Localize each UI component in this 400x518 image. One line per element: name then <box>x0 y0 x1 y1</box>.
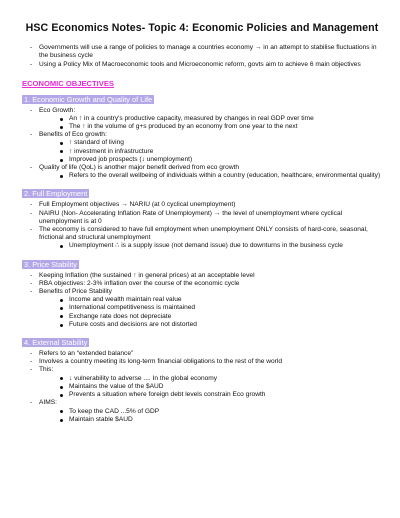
list-item <box>22 366 382 399</box>
sub-item: The ↑ in the volume of g+s produced by an economy from one year to the next <box>39 123 382 131</box>
list-item <box>22 226 382 251</box>
list-item: - NAIRU (Non- Accelerating Inflation Rate of Unemployment) → the level of unemployment where cyclical unemployment is at 0 <box>22 210 382 226</box>
section-external-stability <box>22 332 382 424</box>
sub-item: Improved job prospects (↓ unemployment) <box>39 156 382 164</box>
sub-item: Future costs and decisions are not distorted <box>39 321 382 329</box>
sub-item: Refers to the overall wellbeing of individuals within a country (education, healthcare, environmental quality) <box>39 172 382 180</box>
sub-item: Prevents a situation where foreign debt levels constrain Eco growth <box>39 391 382 399</box>
section-heading: 3. Price Stability <box>24 259 77 269</box>
sub-item: ↑ standard of living <box>39 139 382 147</box>
intro-item: - Using a Policy Mix of Macroeconomic tools and Microeconomic reform, govts aim to achieve 6 main objectives <box>22 61 382 69</box>
list-item-text: AIMS: <box>39 399 57 407</box>
sub-list <box>39 139 382 164</box>
section-heading: 4. External Stability <box>24 338 88 348</box>
sub-item: An ↑ in a country's productive capacity, measured by changes in real GDP over time <box>39 115 382 123</box>
sub-list <box>39 408 382 424</box>
section-list <box>22 272 382 329</box>
list-item <box>22 399 382 424</box>
list-item-text: Eco Growth: <box>39 106 76 114</box>
list-item <box>22 164 382 180</box>
list-item: - Full Employment objectives → NARIU (at 0 cyclical unemployment) <box>22 201 382 209</box>
sub-item: Unemployment ∴ is a supply issue (not demand issue) due to downturns in the business cycle <box>39 242 382 250</box>
sub-item: ↑ investment in infrastructure <box>39 148 382 156</box>
sub-item: ↓ vulnerability to adverse .... In the global economy <box>39 375 382 383</box>
section-full-employment <box>22 183 382 250</box>
list-item-text: Quality of life (QoL) is another major benefit derived from eco growth <box>39 164 240 172</box>
sub-item: To keep the CAD ...5% of GDP <box>39 408 382 416</box>
list-item: - Keeping Inflation (the sustained ↑ in general prices) at an acceptable level <box>22 272 382 280</box>
list-item <box>22 107 382 132</box>
page-title: HSC Economics Notes- Topic 4: Economic Policies and Management <box>25 22 379 34</box>
section-list <box>22 201 382 250</box>
sub-list <box>39 242 382 250</box>
sub-list <box>39 115 382 131</box>
sub-item: Income and wealth maintain real value <box>39 296 382 304</box>
intro-list <box>22 44 382 70</box>
list-item-text: This: <box>39 366 54 374</box>
sub-list <box>39 172 382 180</box>
section-list <box>22 107 382 181</box>
list-item: - RBA objectives: 2-3% inflation over the course of the economic cycle <box>22 280 382 288</box>
list-item <box>22 131 382 164</box>
list-item: - Refers to an “extended balance” <box>22 350 382 358</box>
intro-item: - Governments will use a range of policies to manage a countries economy → in an attempt to stabilise fluctuations in the business cycle <box>22 44 382 60</box>
section-heading: 2. Full Employment <box>24 189 88 199</box>
list-item-text: Benefits of Price Stability <box>39 288 112 296</box>
objectives-heading: ECONOMIC OBJECTIVES <box>22 78 114 88</box>
section-price-stability <box>22 254 382 329</box>
list-item: - Involves a country meeting its long-term financial obligations to the rest of the world <box>22 358 382 366</box>
list-item-text: Benefits of Eco growth: <box>39 131 107 139</box>
sub-item: Exchange rate does not depreciate <box>39 313 382 321</box>
sub-list <box>39 296 382 329</box>
list-item <box>22 288 382 329</box>
section-economic-growth <box>22 89 382 181</box>
section-heading: 1. Economic Growth and Quality of Life <box>24 94 153 104</box>
list-item-text: The economy is considered to have full employment when unemployment ONLY consists of hard-core, seasonal, frictional and structural unemployment <box>39 226 368 242</box>
sub-item: Maintains the value of the $AUD <box>39 383 382 391</box>
section-list <box>22 350 382 424</box>
sub-item: Maintain stable $AUD <box>39 416 382 424</box>
sub-list <box>39 375 382 400</box>
sub-item: International competitiveness is maintained <box>39 304 382 312</box>
